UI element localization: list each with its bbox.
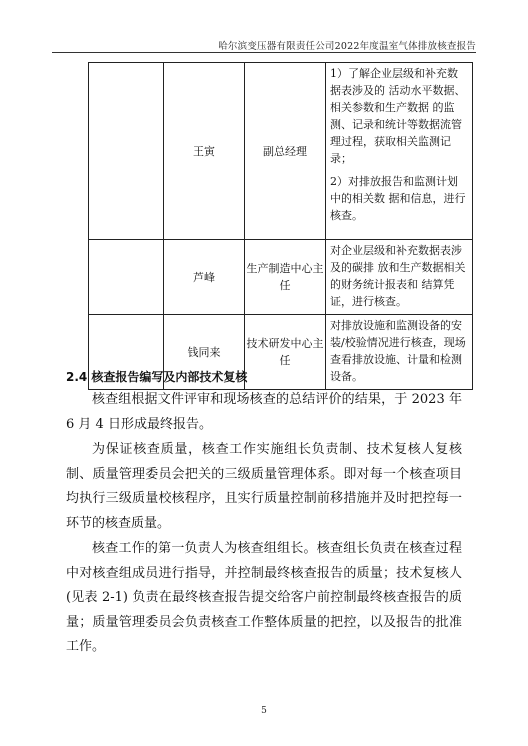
body-paragraph: 为保证核查质量，核查工作实施组长负责制、技术复核人复核制、质量管理委员会把关的三级质量管理体系。即对每一个核查项目均执行三级质量校核程序，且实行质量控制前移措施并及时把控每一环节的核查质量。 bbox=[66, 442, 462, 531]
staff-position: 生产制造中心主任 bbox=[245, 240, 326, 315]
responsibility-text: 对企业层级和补充数据表涉及的碳排 放和生产数据相关的财务统计报表和 结算凭证，进行核查。 bbox=[330, 244, 466, 308]
blank-cell bbox=[89, 63, 164, 240]
staff-position: 技术研发中心主任 bbox=[245, 315, 326, 390]
responsibility-text: 1）了解企业层级和补充数据表涉及的 活动水平数据、相关参数和生产数据 的监测、记录和统计等数据流管理过程，获取相关监测记录； bbox=[330, 67, 466, 165]
staff-name: 芦峰 bbox=[164, 240, 245, 315]
header-divider bbox=[52, 52, 476, 53]
page-number: 5 bbox=[261, 706, 267, 716]
staff-responsibility bbox=[326, 63, 473, 240]
table-row bbox=[89, 63, 473, 240]
table-row bbox=[89, 240, 473, 315]
staff-responsibility-table bbox=[88, 62, 473, 390]
section-body bbox=[66, 388, 462, 661]
body-paragraph: 核查组根据文件评审和现场核查的总结评价的结果，于 2023 年 6 月 4 日形成最终报告。 bbox=[66, 392, 462, 432]
responsibility-text: 对排放设施和监测设备的安装/校验情况进行核查，现场查看排放设施、计量和检测设备。 bbox=[330, 319, 466, 383]
blank-cell bbox=[89, 240, 164, 315]
staff-responsibility bbox=[326, 240, 473, 315]
staff-name: 王寅 bbox=[164, 63, 245, 240]
staff-responsibility bbox=[326, 315, 473, 390]
staff-name: 钱同来 bbox=[164, 315, 245, 390]
section-heading: 2.4 核查报告编写及内部技术复核 bbox=[66, 370, 248, 384]
body-paragraph: 核查工作的第一负责人为核查组组长。核查组长负责在核查过程中对核查组成员进行指导，并控制最终核查报告的质量；技术复核人(见表 2-1) 负责在最终核查报告提交给客户前控制最终核查报告的质量；质量管理委员会负责核查工作整体质量的把控，以及报告的批准工作。 bbox=[66, 541, 462, 654]
staff-position: 副总经理 bbox=[245, 63, 326, 240]
page-header-title: 哈尔滨变压器有限责任公司2022年度温室气体排放核查报告 bbox=[218, 41, 476, 52]
responsibility-text: 2）对排放报告和监测计划中的相关数 据和信息，进行核查。 bbox=[330, 175, 466, 222]
